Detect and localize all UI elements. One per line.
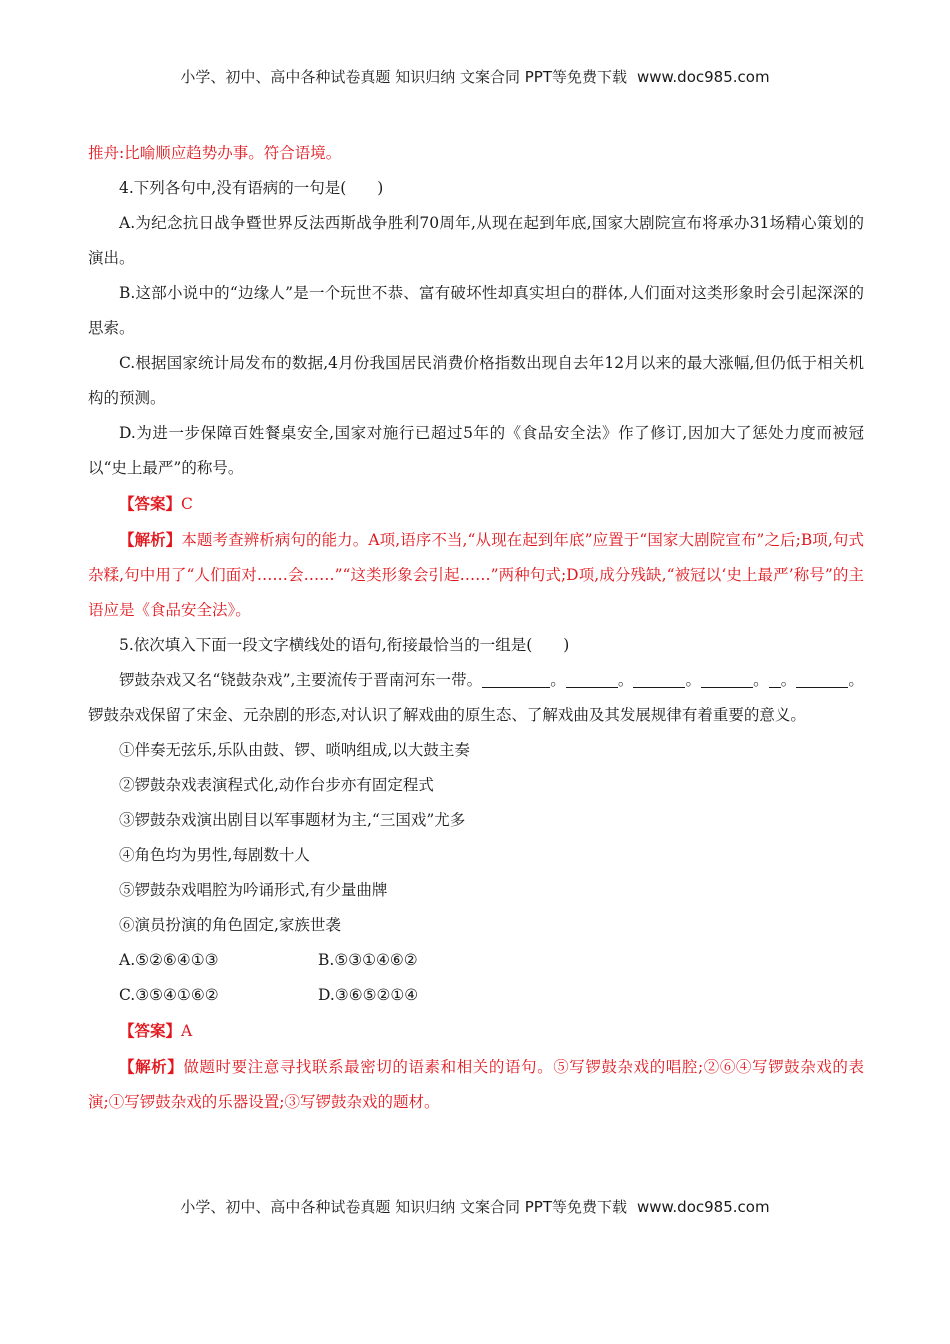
answer-label: 【答案】 bbox=[119, 1021, 182, 1040]
footer-url[interactable]: www.doc985.com bbox=[636, 1198, 770, 1216]
q5-answer bbox=[88, 1013, 864, 1049]
q5-sentence-1: ①伴奏无弦乐,乐队由鼓、锣、唢呐组成,以大鼓主奏 bbox=[119, 741, 470, 759]
q5-sentence-5: ⑤锣鼓杂戏唱腔为吟诵形式,有少量曲牌 bbox=[119, 881, 388, 899]
blank-3[interactable] bbox=[633, 669, 685, 688]
q5-sentence-6: ⑥演员扮演的角色固定,家族世袭 bbox=[119, 916, 341, 934]
q4-analysis bbox=[88, 522, 864, 628]
q4-option-b: B.这部小说中的“边缘人”是一个玩世不恭、富有破坏性却真实坦白的群体,人们面对这类形象时会引起深深的思索。 bbox=[88, 284, 864, 337]
q4-option-c: C.根据国家统计局发布的数据,4月份我国居民消费价格指数出现自去年12月以来的最大涨幅,但仍低于相关机构的预测。 bbox=[88, 354, 864, 407]
analysis-label: 【解析】 bbox=[119, 1057, 184, 1076]
choice-c: C.③⑤④①⑥② bbox=[119, 986, 219, 1004]
q5-choices bbox=[88, 943, 864, 1013]
header-text: 小学、初中、高中各种试卷真题 知识归纳 文案合同 PPT等免费下载 bbox=[180, 68, 627, 86]
q5-analysis bbox=[88, 1049, 864, 1120]
blank-4[interactable] bbox=[701, 669, 753, 688]
q4-option-d: D.为进一步保障百姓餐桌安全,国家对施行已超过5年的《食品安全法》作了修订,因加大了惩处力度而被冠以“史上最严”的称号。 bbox=[88, 424, 864, 477]
q4-stem: 4.下列各句中,没有语病的一句是( ) bbox=[119, 179, 384, 197]
page-footer bbox=[0, 1196, 950, 1217]
analysis-text: 本题考查辨析病句的能力。A项,语序不当,“从现在起到年底”应置于“国家大剧院宣布”之后;B项,句式杂糅,句中用了“人们面对……会……”“这类形象会引起……”两种句式;D项,成分残缺,“被冠以‘史上最严’称号”的主语应是《食品安全法》。 bbox=[88, 531, 864, 619]
analysis-text: 做题时要注意寻找联系最密切的语素和相关的语句。⑤写锣鼓杂戏的唱腔;②⑥④写锣鼓杂戏的表演;①写锣鼓杂戏的乐器设置;③写锣鼓杂戏的题材。 bbox=[88, 1058, 864, 1111]
blank-5[interactable] bbox=[769, 669, 781, 688]
choice-b: B.⑤③①④⑥② bbox=[318, 951, 418, 969]
q5-sentence-2: ②锣鼓杂戏表演程式化,动作台步亦有固定程式 bbox=[119, 776, 434, 794]
q5-sentence-3: ③锣鼓杂戏演出剧目以军事题材为主,“三国戏”尤多 bbox=[119, 811, 466, 829]
intro-note: 推舟:比喻顺应趋势办事。符合语境。 bbox=[88, 144, 342, 162]
page-header bbox=[0, 66, 950, 87]
choice-a: A.⑤②⑥④①③ bbox=[119, 951, 219, 969]
passage-start: 锣鼓杂戏又名“铙鼓杂戏”,主要流传于晋南河东一带。 bbox=[119, 671, 483, 689]
q4-option-a: A.为纪念抗日战争暨世界反法西斯战争胜利70周年,从现在起到年底,国家大剧院宣布将承办31场精心策划的演出。 bbox=[88, 214, 864, 267]
footer-text: 小学、初中、高中各种试卷真题 知识归纳 文案合同 PPT等免费下载 bbox=[180, 1198, 627, 1216]
answer-value: C bbox=[181, 495, 193, 513]
q5-sentence-4: ④角色均为男性,每剧数十人 bbox=[119, 846, 310, 864]
document-body bbox=[88, 136, 864, 1120]
passage-end: 锣鼓杂戏保留了宋金、元杂剧的形态,对认识了解戏曲的原生态、了解戏曲及其发展规律有着重要的意义。 bbox=[88, 706, 806, 724]
q5-passage: 锣鼓杂戏又名“铙鼓杂戏”,主要流传于晋南河东一带。 。 。 。 。 。 。锣鼓杂戏保留了宋金、元杂剧的形态,对认识了解戏曲的原生态、了解戏曲及其发展规律有着重要的意义。 bbox=[88, 671, 864, 724]
q4-answer bbox=[88, 486, 864, 522]
blank-2[interactable] bbox=[566, 669, 618, 688]
answer-value: A bbox=[181, 1022, 193, 1040]
q5-stem: 5.依次填入下面一段文字横线处的语句,衔接最恰当的一组是( ) bbox=[119, 636, 570, 654]
header-url[interactable]: www.doc985.com bbox=[636, 68, 770, 86]
blank-1[interactable] bbox=[482, 669, 550, 688]
blank-6[interactable] bbox=[796, 669, 848, 688]
analysis-label: 【解析】 bbox=[119, 530, 182, 549]
choice-d: D.③⑥⑤②①④ bbox=[318, 986, 419, 1004]
answer-label: 【答案】 bbox=[119, 494, 182, 513]
